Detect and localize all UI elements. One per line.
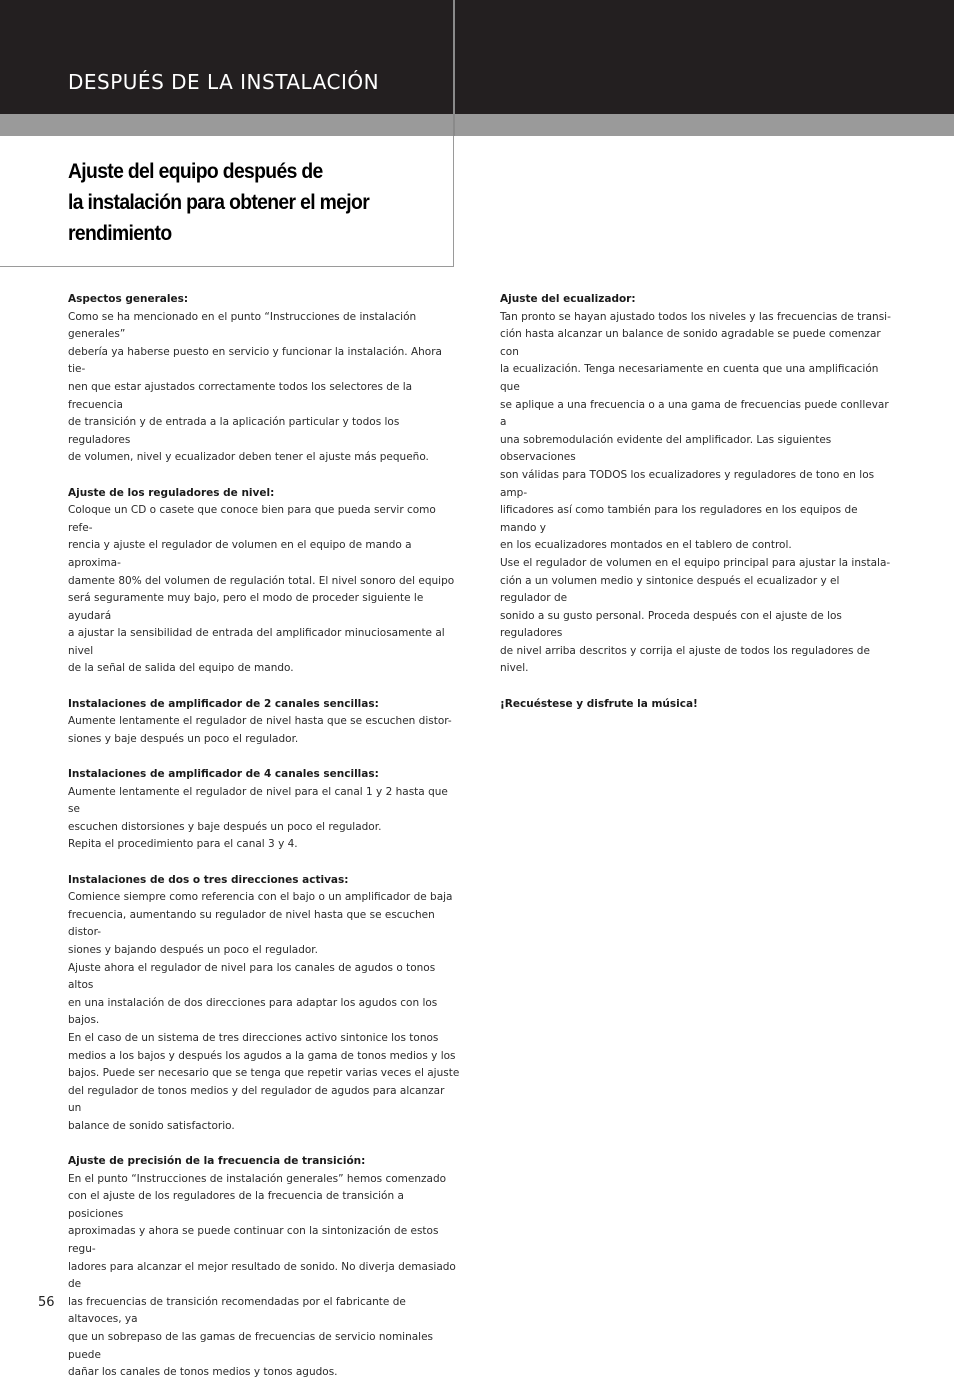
section-heading: Instalaciones de amplificador de 4 canales sencillas:	[68, 768, 379, 781]
section-body: Aumente lentamente el regulador de nivel para el canal 1 y 2 hasta que se escuchen distorsiones y baje después un poco el regulador. Repita el procedimiento para el canal 3 y 4.	[68, 785, 448, 851]
section-crossover	[68, 1153, 460, 1382]
page-title-text: Ajuste del equipo después de la instalación para obtener el mejor rendimiento	[68, 160, 370, 245]
header-divider	[453, 0, 455, 136]
section-body: Coloque un CD o casete que conoce bien para que pueda servir como refe- rencia y ajuste el regulador de volumen en el equipo de mando a aproxima- damente 80% del volumen de regulación total. El nivel sonoro del equipo será seguramente muy bajo, pero el modo de proceder siguiente le ayudará a ajustar la sensibilidad de entrada del amplificador minuciosamente al nivel de la señal de salida del equipo de mando.	[68, 504, 455, 675]
right-column	[500, 291, 892, 713]
closing-line: ¡Recuéstese y disfrute la música!	[500, 697, 698, 710]
section-2-channel	[68, 696, 460, 749]
header-bar	[0, 0, 954, 114]
section-body: Comience siempre como referencia con el bajo o un amplificador de baja frecuencia, aumentando su regulador de nivel hasta que se escuchen distor- siones y bajando después un poco el regulador. Ajuste ahora el regulador de nivel para los canales de agudos o tonos altos en una instalación de dos direcciones para adaptar los agudos con los bajos. En el caso de un sistema de tres direcciones activo sintonice los tonos medios a los bajos y después los agudos a la gama de tonos medios y los bajos. Puede ser necesario que se tenga que repetir varias veces el ajuste del regulador de tonos medios y del regulador de agudos para alcanzar un balance de sonido satisfactorio.	[68, 891, 460, 1132]
left-column	[68, 291, 460, 1399]
chapter-title: DESPUÉS DE LA INSTALACIÓN	[68, 70, 380, 94]
page-title	[68, 156, 418, 249]
section-active-systems	[68, 872, 460, 1136]
section-heading: Ajuste de precisión de la frecuencia de transición:	[68, 1155, 366, 1168]
section-heading: Instalaciones de amplificador de 2 canales sencillas:	[68, 697, 379, 710]
section-equalizer	[500, 291, 892, 678]
section-body: En el punto “Instrucciones de instalación generales” hemos comenzado con el ajuste de los reguladores de la frecuencia de transición a posiciones aproximadas y ahora se puede continuar con la sintonización de estos regu- ladores para alcanzar el mejor resultado de sonido. No diverja demasiado de las frecuencias de transición recomendadas por el fabricante de altavoces, ya que un sobrepaso de las gamas de frecuencias de servicio nominales puede dañar los canales de tonos medios y tonos agudos.	[68, 1172, 456, 1379]
page-number: 56	[38, 1295, 55, 1310]
section-body: Como se ha mencionado en el punto “Instrucciones de instalación generales” debería ya haberse puesto en servicio y funcionar la instalación. Ahora tie- nen que estar ajustados correctamente todos los selectores de la frecuencia de transición y de entrada a la aplicación particular y todos los reguladores de volumen, nivel y ecualizador deben tener el ajuste más pequeño.	[68, 310, 442, 464]
header-band	[0, 114, 954, 136]
section-4-channel	[68, 766, 460, 854]
section-body: Aumente lentamente el regulador de nivel hasta que se escuchen distor- siones y baje después un poco el regulador.	[68, 715, 452, 745]
section-heading: Instalaciones de dos o tres direcciones activas:	[68, 873, 349, 886]
section-heading: Ajuste de los reguladores de nivel:	[68, 486, 275, 499]
section-general	[68, 291, 460, 467]
section-body: Tan pronto se hayan ajustado todos los niveles y las frecuencias de transi- ción hasta alcanzar un balance de sonido agradable se puede comenzar con la ecualización. Tenga necesariamente en cuenta que una amplificación que se aplique a una frecuencia o a una gama de frecuencias puede conllevar a una sobremodulación evidente del amplificador. Las siguientes observaciones son válidas para TODOS los ecualizadores y reguladores de tono en los amp- lificadores así como también para los reguladores en los equipos de mando y en los ecualizadores montados en el tablero de control. Use el regulador de volumen en el equipo principal para ajustar la instala- ción a un volumen medio y sintonice después el ecualizador y el regulador de sonido a su gusto personal. Proceda después con el ajuste de los reguladores de nivel arriba descritos y corrija el ajuste de todos los reguladores de nivel.	[500, 310, 891, 675]
section-level-controls	[68, 485, 460, 679]
section-heading: Aspectos generales:	[68, 293, 189, 305]
section-heading: Ajuste del ecualizador:	[500, 293, 636, 305]
